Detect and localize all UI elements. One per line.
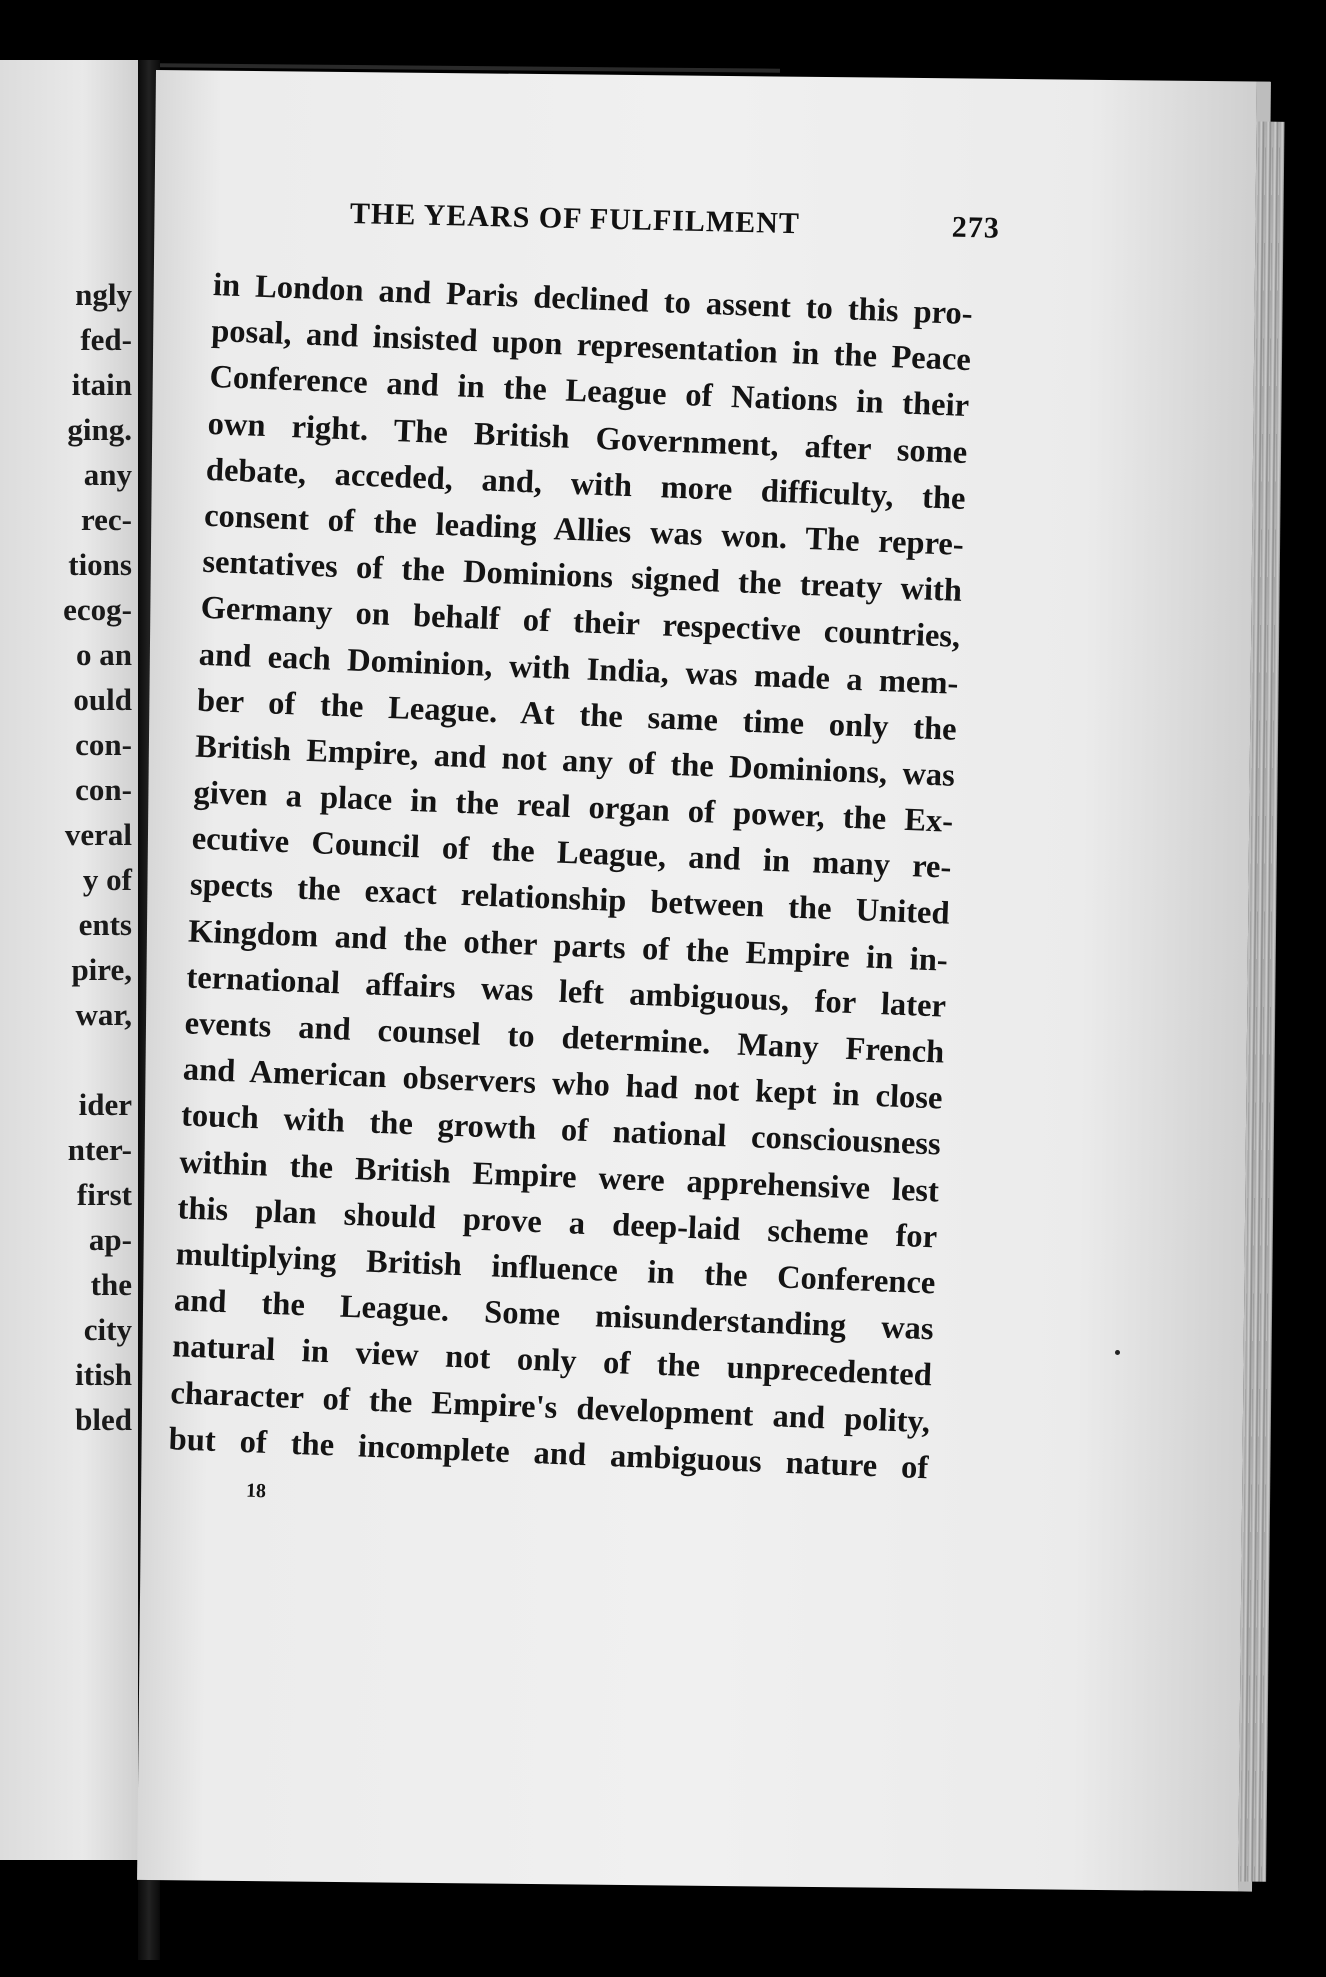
body-text (168, 262, 974, 1491)
text-line: Kingdom and the other parts of the Empire in in- (187, 913, 949, 979)
left-fragment: ider (78, 1087, 132, 1122)
left-fragment: ngly (75, 277, 132, 312)
text-line: and each Dominion, with India, was made a mem- (198, 636, 960, 702)
left-fragment: rec- (80, 502, 132, 537)
text-line: British Empire, and not any of the Dominions, was (194, 728, 956, 794)
left-fragment: war, (75, 997, 132, 1032)
left-fragment: ap- (88, 1222, 132, 1257)
text-line: natural in view not only of the unprecedented (171, 1328, 933, 1394)
text-line: touch with the growth of national consciousness (180, 1097, 942, 1163)
left-fragment: itish (75, 1357, 132, 1392)
left-fragment: fed- (80, 322, 132, 357)
text-line: multiplying British influence in the Conference (175, 1236, 937, 1302)
text-line: and the League. Some misunderstanding was (173, 1282, 935, 1348)
text-line: ternational affairs was left ambiguous, for later (185, 959, 947, 1025)
running-head-title: THE YEARS OF FULFILMENT (349, 197, 801, 241)
text-line: character of the Empire's development and polity, (169, 1374, 931, 1440)
scan-speck (1115, 1350, 1120, 1355)
text-line: posal, and insisted upon representation in the Peace (210, 313, 972, 379)
text-line: spects the exact relationship between the United (189, 866, 951, 933)
left-fragment: itain (71, 367, 132, 402)
text-line: this plan should prove a deep-laid scheme for (176, 1190, 938, 1256)
text-line: consent of the leading Allies was won. The repre- (203, 497, 965, 563)
text-line: Germany on behalf of their respective countries, (200, 590, 961, 656)
text-line: sentatives of the Dominions signed the treaty with (201, 543, 963, 610)
left-fragment: tions (68, 547, 132, 582)
page-number: 273 (951, 210, 1001, 245)
text-line: Conference and in the League of Nations in their (208, 359, 970, 425)
left-fragment: any (83, 457, 132, 492)
left-fragment: city (83, 1312, 132, 1347)
left-fragment: ents (78, 907, 132, 942)
text-line: and American observers who had not kept in close (182, 1051, 944, 1117)
text-line: own right. The British Government, after some (207, 405, 968, 471)
text-line: given a place in the real organ of power, the Ex- (192, 774, 954, 840)
text-line: but of the incomplete and ambiguous nature of (168, 1420, 929, 1486)
left-fragment: o an (76, 637, 132, 672)
text-line: events and counsel to determine. Many French (184, 1005, 945, 1071)
text-line: in London and Paris declined to assent to this pro- (212, 266, 974, 333)
left-fragment: con- (75, 772, 132, 807)
left-fragment: veral (64, 817, 132, 852)
left-fragment: first (76, 1177, 132, 1212)
left-fragment: nter- (67, 1132, 132, 1167)
left-fragment: ould (73, 682, 132, 717)
text-line: ber of the League. At the same time only the (196, 682, 958, 748)
left-fragment: pire, (71, 952, 132, 987)
left-fragment: the (90, 1267, 132, 1302)
text-line: debate, acceded, and, with more difficulty, the (205, 451, 967, 517)
text-line: ecutive Council of the League, and in many re- (191, 820, 952, 886)
left-fragment: bled (75, 1402, 132, 1437)
signature-mark: 18 (245, 1479, 267, 1503)
text-line: within the British Empire were apprehensive lest (178, 1143, 940, 1210)
left-fragment: ging. (67, 412, 132, 447)
left-fragment: ecog- (63, 592, 132, 627)
running-header (350, 197, 1001, 246)
left-fragment: y of (82, 862, 132, 897)
left-fragment: con- (75, 727, 132, 762)
